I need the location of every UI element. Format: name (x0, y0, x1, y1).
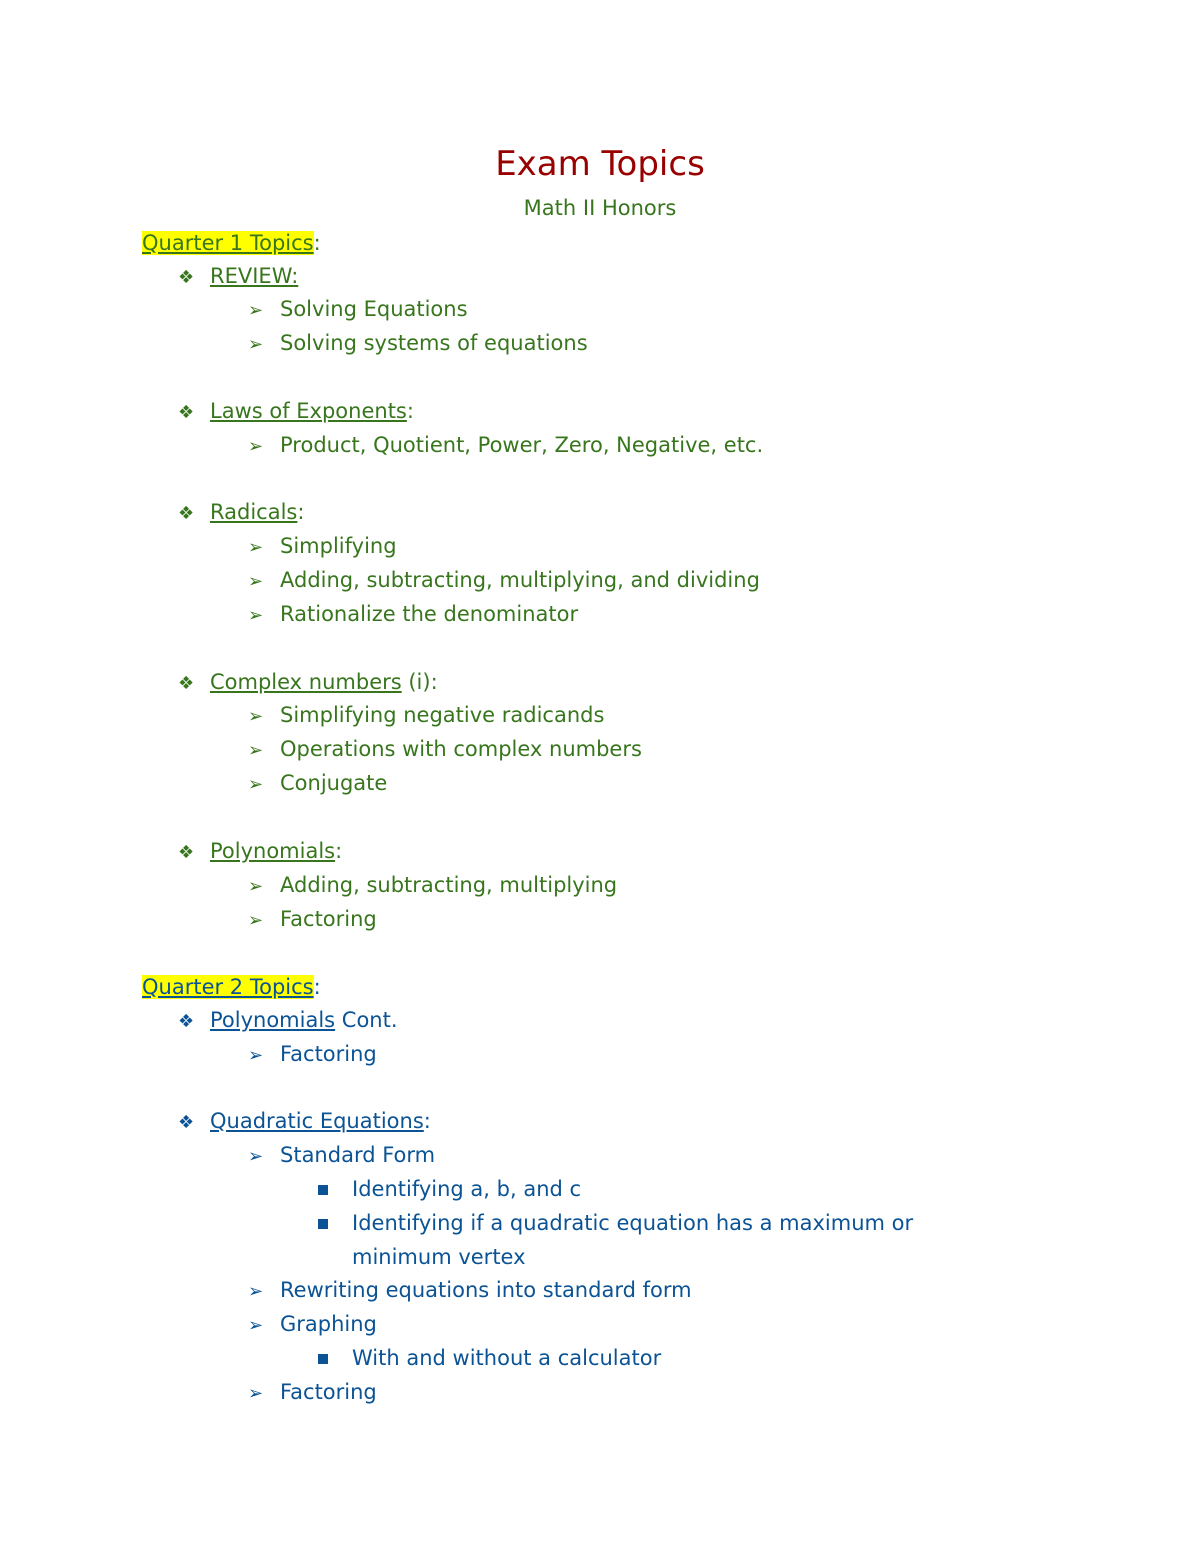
list-item: ➢ Operations with complex numbers (248, 734, 642, 766)
arrow-bullet-icon: ➢ (248, 571, 264, 592)
topic-exponents: ❖ Laws of Exponents: (178, 396, 414, 428)
list-item: ➢ Rewriting equations into standard form (248, 1275, 692, 1307)
topic-polynomials-cont: ❖ Polynomials Cont. (178, 1005, 398, 1037)
diamond-bullet-icon: ❖ (178, 842, 195, 863)
quarter-1-heading: Quarter 1 Topics: (142, 231, 321, 255)
arrow-bullet-icon: ➢ (248, 1281, 264, 1302)
quarter-2-heading: Quarter 2 Topics: (142, 975, 321, 999)
square-bullet-icon (318, 1354, 328, 1364)
list-item: ➢ Factoring (248, 1039, 377, 1071)
list-item: ➢ Factoring (248, 904, 377, 936)
arrow-bullet-icon: ➢ (248, 1146, 264, 1167)
diamond-bullet-icon: ❖ (178, 503, 195, 524)
page-subtitle: Math II Honors (523, 196, 677, 220)
arrow-bullet-icon: ➢ (248, 774, 264, 795)
arrow-bullet-icon: ➢ (248, 910, 264, 931)
arrow-bullet-icon: ➢ (248, 706, 264, 727)
arrow-bullet-icon: ➢ (248, 1383, 264, 1404)
list-item: ➢ Factoring (248, 1377, 377, 1409)
list-item: ➢ Simplifying negative radicands (248, 700, 604, 732)
list-item-continuation: minimum vertex (352, 1245, 526, 1269)
diamond-bullet-icon: ❖ (178, 673, 195, 694)
topic-quadratic-label: Quadratic Equations (210, 1109, 424, 1133)
square-bullet-icon (318, 1219, 328, 1229)
topic-polynomials-cont-label: Polynomials (210, 1008, 336, 1032)
diamond-bullet-icon: ❖ (178, 402, 195, 423)
topic-polynomials: ❖ Polynomials: (178, 836, 342, 868)
list-item: ➢ Product, Quotient, Power, Zero, Negative, etc. (248, 430, 763, 462)
arrow-bullet-icon: ➢ (248, 334, 264, 355)
topic-review-label: REVIEW: (210, 264, 299, 288)
list-item: ➢ Adding, subtracting, multiplying, and dividing (248, 565, 760, 597)
arrow-bullet-icon: ➢ (248, 1315, 264, 1336)
list-item: ➢ Graphing (248, 1309, 377, 1341)
arrow-bullet-icon: ➢ (248, 605, 264, 626)
topic-radicals-label: Radicals (210, 500, 298, 524)
topic-quadratic-equations: ❖ Quadratic Equations: (178, 1106, 431, 1138)
quarter-1-heading-text: Quarter 1 Topics (142, 231, 314, 255)
quarter-2-heading-text: Quarter 2 Topics (142, 975, 314, 999)
list-item: ➢ Simplifying (248, 531, 397, 563)
diamond-bullet-icon: ❖ (178, 1112, 195, 1133)
topic-polynomials-label: Polynomials (210, 839, 336, 863)
list-item: Identifying a, b, and c (318, 1174, 581, 1204)
topic-exponents-label: Laws of Exponents (210, 399, 407, 423)
arrow-bullet-icon: ➢ (248, 740, 264, 761)
arrow-bullet-icon: ➢ (248, 1045, 264, 1066)
list-item: ➢ Rationalize the denominator (248, 599, 578, 631)
square-bullet-icon (318, 1185, 328, 1195)
topic-complex-numbers: ❖ Complex numbers (i): (178, 667, 438, 699)
list-item: ➢ Solving systems of equations (248, 328, 588, 360)
list-item: ➢ Solving Equations (248, 294, 468, 326)
topic-review (178, 261, 298, 293)
arrow-bullet-icon: ➢ (248, 876, 264, 897)
topic-complex-label: Complex numbers (210, 670, 402, 694)
list-item: ➢ Adding, subtracting, multiplying (248, 870, 617, 902)
list-item: Identifying if a quadratic equation has a maximum or (318, 1208, 913, 1238)
list-item: With and without a calculator (318, 1343, 661, 1373)
diamond-bullet-icon: ❖ (178, 267, 195, 288)
arrow-bullet-icon: ➢ (248, 300, 264, 321)
arrow-bullet-icon: ➢ (248, 537, 264, 558)
page-title: Exam Topics (495, 144, 705, 184)
list-item: ➢ Conjugate (248, 768, 387, 800)
diamond-bullet-icon: ❖ (178, 1011, 195, 1032)
topic-radicals: ❖ Radicals: (178, 497, 304, 529)
arrow-bullet-icon: ➢ (248, 436, 264, 457)
list-item: ➢ Standard Form (248, 1140, 435, 1172)
